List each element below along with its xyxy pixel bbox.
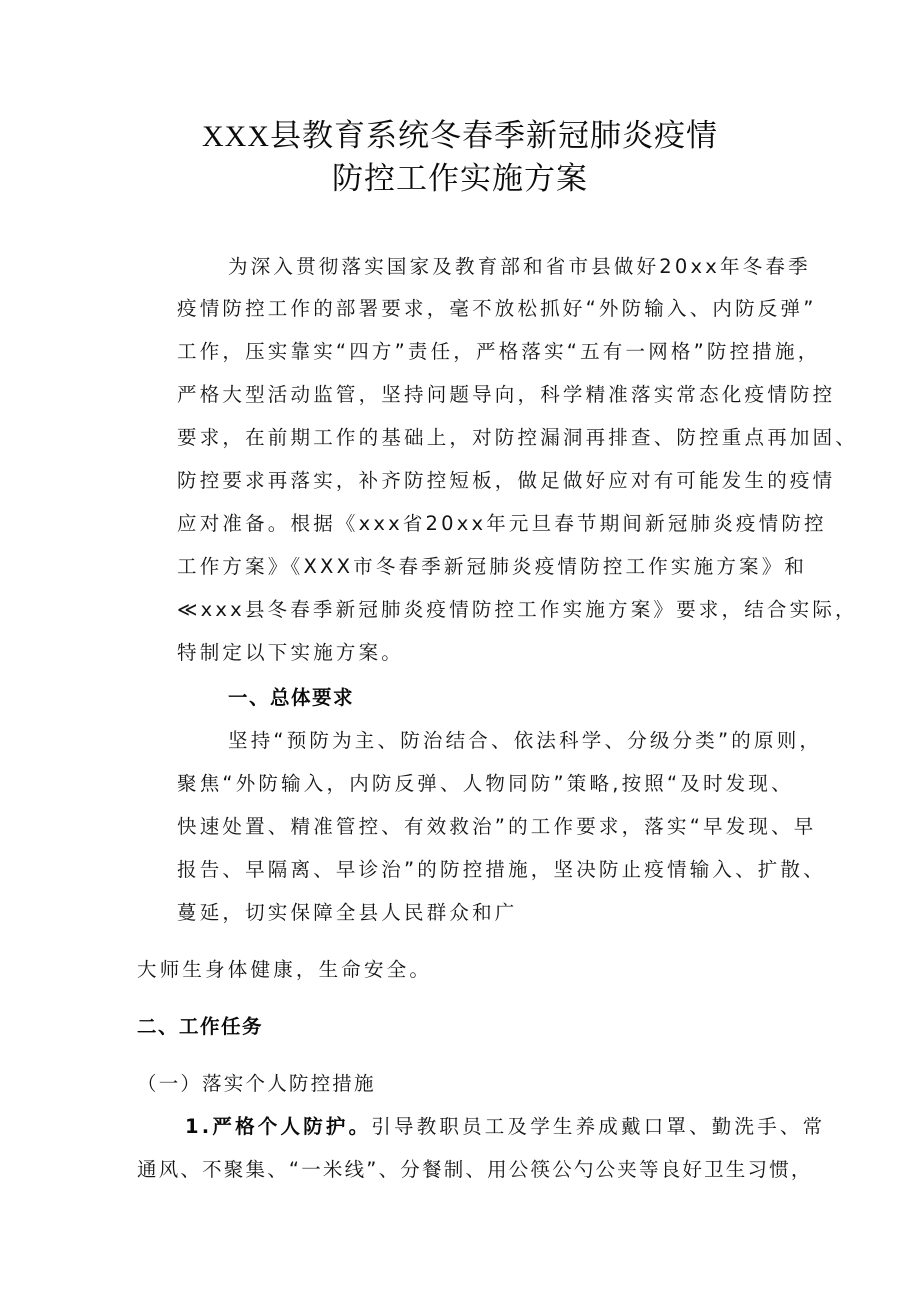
section-2-subheading: （一）落实个人防控措施 bbox=[137, 1072, 376, 1095]
section-1-line-2: 聚焦“外防输入，内防反弹、人物同防”策略,按照“及时发现、 bbox=[177, 772, 794, 795]
intro-line-5: 要求，在前期工作的基础上，对防控漏洞再排查、防控重点再加固、 bbox=[177, 426, 859, 449]
section-1-line-5: 蔓延，切实保障全县人民群众和广 bbox=[177, 901, 518, 924]
item-1-text: 引导教职员工及学生养成戴口罩、勤洗手、常 bbox=[371, 1115, 826, 1138]
intro-line-1: 为深入贯彻落实国家及教育部和省市县做好20xx年冬春季 bbox=[228, 255, 811, 278]
item-1-number: 1. bbox=[185, 1115, 213, 1138]
section-1-line-3: 快速处置、精准管控、有效救治”的工作要求，落实“早发现、早 bbox=[177, 815, 817, 838]
section-1-heading: 一、总体要求 bbox=[228, 686, 355, 709]
section-2-item-1-line-2: 通风、不聚集、“一米线”、分餐制、用公筷公勺公夹等良好卫生习惯， bbox=[137, 1158, 813, 1181]
section-1-line-6: 大师生身体健康，生命安全。 bbox=[137, 958, 433, 981]
intro-line-9: ≪xxx县冬春季新冠肺炎疫情防控工作实施方案》要求，结合实际， bbox=[177, 598, 858, 621]
document-title-line-1 bbox=[0, 118, 920, 155]
document-title-line-2: 防控工作实施方案 bbox=[332, 161, 588, 197]
intro-line-8: 工作方案》《XXX市冬春季新冠肺炎疫情防控工作实施方案》和 bbox=[177, 555, 808, 578]
intro-line-4: 严格大型活动监管，坚持问题导向，科学精准落实常态化疫情防控 bbox=[177, 383, 836, 406]
intro-line-10: 特制定以下实施方案。 bbox=[177, 641, 405, 664]
intro-line-3: 工作，压实靠实“四方”责任，严格落实“五有一网格”防控措施， bbox=[177, 340, 821, 363]
section-1-line-1: 坚持“预防为主、防治结合、依法科学、分级分类”的原则， bbox=[228, 729, 823, 752]
intro-line-2: 疫情防控工作的部署要求，毫不放松抓好“外防输入、内防反弹” bbox=[177, 297, 817, 320]
title-prefix: XXX bbox=[202, 120, 270, 153]
section-1-line-4: 报告、早隔离、早诊治”的防控措施，坚决防止疫情输入、扩散、 bbox=[177, 858, 826, 881]
item-1-title: 严格个人防护。 bbox=[212, 1115, 372, 1138]
section-2-item-1-line-1 bbox=[185, 1114, 825, 1140]
intro-line-7: 应对准备。根据《xxx省20xx年元旦春节期间新冠肺炎疫情防控 bbox=[177, 512, 827, 535]
title-rest: 县教育系统冬春季新冠肺炎疫情 bbox=[270, 118, 718, 154]
section-2-heading: 二、工作任务 bbox=[137, 1015, 264, 1038]
intro-line-6: 防控要求再落实，补齐防控短板，做足做好应对有可能发生的疫情 bbox=[177, 469, 836, 492]
